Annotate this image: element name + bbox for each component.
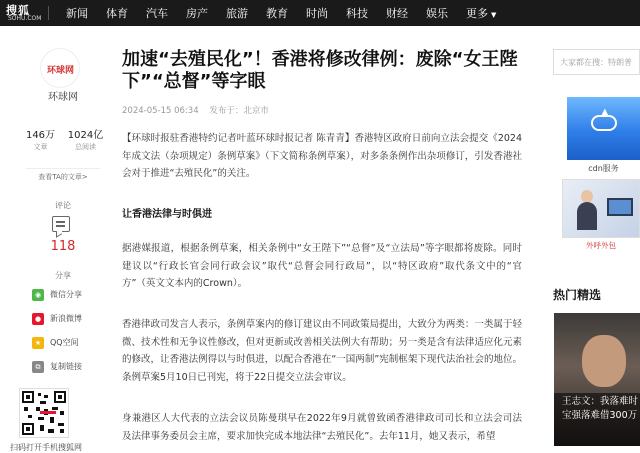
callcenter-ad-image[interactable] (562, 179, 640, 238)
copy-link-button[interactable] (32, 360, 112, 376)
cdn-ad-caption[interactable]: cdn服务 (588, 164, 619, 173)
share-weibo-button[interactable] (32, 312, 112, 328)
nav-item-tech[interactable]: 科技 (346, 7, 368, 20)
top-nav-bar (0, 0, 640, 26)
views-count: 1024亿 (67, 130, 104, 141)
share-wechat-button[interactable] (32, 288, 112, 304)
hot-pick-image[interactable] (554, 313, 640, 446)
link-icon: ⧉ (32, 361, 44, 373)
article-title: 加速“去殖民化”！香港将修改律例：废除“女王陛下”“总督”等字眼 (122, 49, 518, 92)
hot-pick-caption[interactable]: 王志文：我落难时宝强落难借300万 (562, 396, 639, 421)
hot-picks-title: 热门精选 (553, 288, 602, 302)
nav-divider (48, 6, 49, 20)
sohu-logo[interactable] (4, 2, 44, 24)
nav-item-ent[interactable]: 娱乐 (426, 7, 448, 20)
articles-label: 文章 (33, 143, 48, 151)
nav-item-fashion[interactable]: 时尚 (306, 7, 328, 20)
nav-more-label: 更多 (466, 7, 488, 20)
upload-arrow-icon: ▲ (601, 107, 609, 118)
portrait (582, 335, 626, 387)
nav-item-auto[interactable]: 汽车 (146, 7, 168, 20)
stat-views (63, 126, 108, 152)
qzone-icon: ★ (32, 337, 44, 349)
cdn-ad-image[interactable] (567, 97, 640, 160)
monitor-icon (607, 198, 633, 216)
comment-icon[interactable] (52, 216, 70, 232)
article-location: 发布于：北京市 (209, 106, 269, 116)
share-wechat-label: 微信分享 (50, 290, 82, 299)
article-paragraph-2: 据港媒报道，根据条例草案，相关条例中“女王陛下”“总督”及“立法局”等字眼都将废除。同时建议以“行政长官会同行政会议”取代“总督会同行政局”，以“特区政府”取代条文中的“官方”（英文文本内的Crown）。 (122, 243, 522, 289)
search-placeholder: 大家都在搜：特朗普 (560, 58, 632, 67)
comment-count[interactable]: 118 (50, 239, 76, 254)
share-label: 分享 (55, 271, 71, 280)
nav-item-edu[interactable]: 教育 (266, 7, 288, 20)
author-name[interactable]: 环球网 (48, 92, 78, 103)
nav-item-news[interactable]: 新闻 (66, 7, 88, 20)
qr-caption: 扫码打开手机搜狐网 (10, 443, 82, 452)
article-paragraph-4: 身兼港区人大代表的立法会议员陈曼琪早在2022年9月就曾致函香港律政司司长和立法会司法及法律事务委员会主席，要求加快完成本地法律“去殖民化”。去年11月，她又表示，希望 (122, 413, 522, 442)
view-all-articles-link[interactable]: 查看TA的文章> (26, 168, 100, 184)
avatar-logo-text: 环球网 (47, 66, 75, 76)
nav-item-house[interactable]: 房产 (186, 7, 208, 20)
nav-item-travel[interactable]: 旅游 (226, 7, 248, 20)
share-qzone-label: QQ空间 (50, 338, 79, 347)
articles-count: 146万 (25, 130, 56, 141)
article-date: 2024-05-15 06:34 (122, 106, 199, 116)
weibo-icon: ● (32, 313, 44, 325)
author-avatar[interactable] (40, 48, 80, 88)
nav-item-more[interactable] (466, 5, 496, 21)
article-paragraph-1: 【环球时报驻香港特约记者叶蓝环球时报记者 陈青青】香港特区政府日前向立法会提交《2024年成文法（杂项规定）条例草案》（下文简称条例草案），对多条条例作出杂项修订，引发香港社会对于推进“去殖民化”的关注。 (122, 133, 522, 179)
share-weibo-label: 新浪微博 (50, 314, 82, 323)
search-input[interactable] (553, 49, 640, 75)
comments-label: 评论 (55, 201, 71, 210)
person-body (577, 202, 597, 230)
copy-link-label: 复制链接 (50, 362, 82, 371)
nav-item-sports[interactable]: 体育 (106, 7, 128, 20)
nav-item-finance[interactable]: 财经 (386, 7, 408, 20)
qr-code (19, 388, 69, 438)
article-meta (122, 104, 269, 116)
wechat-icon: ◉ (32, 289, 44, 301)
views-label: 总阅读 (75, 143, 96, 151)
logo-text: 搜狐 (6, 4, 30, 17)
logo-subtext: SOHU.COM (8, 15, 42, 22)
caret-down-icon: ▼ (491, 11, 497, 19)
article-subhead: 让香港法律与时俱进 (122, 209, 212, 220)
article-paragraph-3: 香港律政司发言人表示，条例草案内的修订建议由不同政策局提出，大致分为两类：一类属于轻微、技术性和无争议性修改，但对更新或改善相关法例大有帮助；另一类是含有法律适应化元素的修改，让香港法例得以与时俱进，以配合香港在“一国两制”宪制框架下现代法治社会的地位。条例草案5月10日已刊宪，将于22日提交立法会审议。 (122, 319, 522, 383)
stat-articles (18, 126, 63, 152)
callcenter-ad-caption[interactable]: 外呼外包 (586, 241, 616, 250)
share-qzone-button[interactable] (32, 336, 112, 352)
